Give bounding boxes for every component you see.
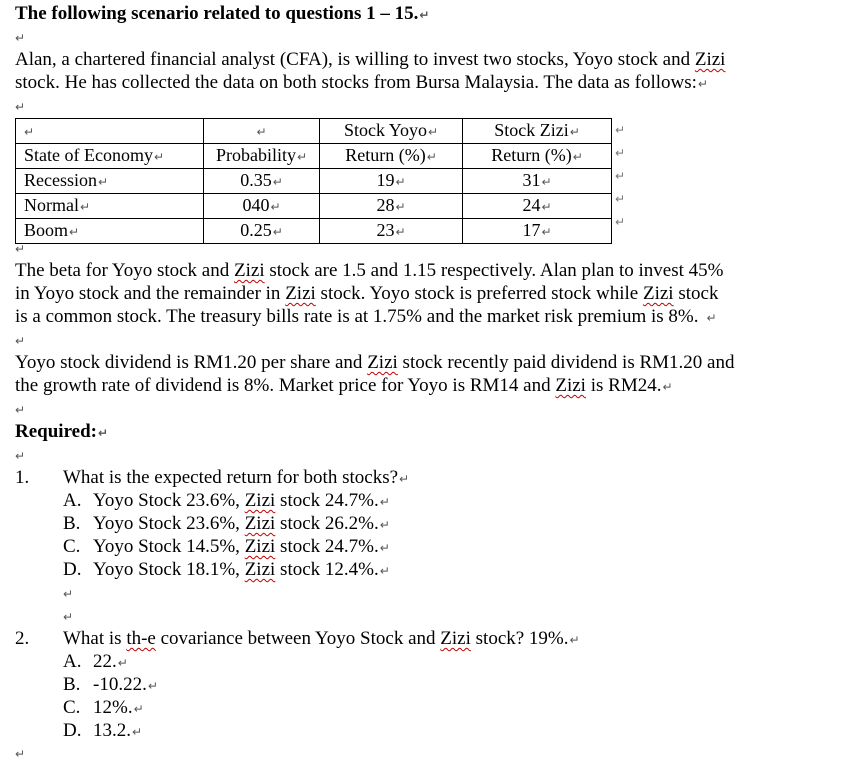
table-cell: ↵ — [204, 119, 320, 144]
table-cell: Stock Zizi↵ — [463, 119, 612, 144]
empty-paragraph: ↵ — [15, 100, 26, 114]
row-end-mark: ↵ — [615, 169, 626, 183]
empty-paragraph: ↵ — [15, 334, 26, 348]
table-cell: 19↵ — [320, 169, 463, 194]
question-2-option-d: D. 13.2.↵ — [63, 720, 143, 741]
empty-paragraph: ↵ — [15, 747, 26, 761]
empty-paragraph: ↵ — [63, 610, 74, 624]
question-1-text: What is the expected return for both stocks?↵ — [63, 467, 410, 488]
row-end-mark: ↵ — [615, 215, 626, 229]
table-cell: State of Economy↵ — [16, 144, 204, 169]
table-cell: Boom↵ — [16, 219, 204, 244]
dividend-line-2: the growth rate of dividend is 8%. Market price for Yoyo is RM14 and Zizi is RM24.↵ — [15, 375, 673, 396]
question-1-option-a: A. Yoyo Stock 23.6%, Zizi stock 24.7%.↵ — [63, 490, 390, 511]
table-row — [16, 219, 612, 244]
table-cell: Return (%)↵ — [320, 144, 463, 169]
table-cell: 17↵ — [463, 219, 612, 244]
table-row — [16, 194, 612, 219]
row-end-mark: ↵ — [615, 146, 626, 160]
question-1-option-c: C. Yoyo Stock 14.5%, Zizi stock 24.7%.↵ — [63, 536, 390, 557]
beta-line-2: in Yoyo stock and the remainder in Zizi stock. Yoyo stock is preferred stock while Zizi stock — [15, 283, 719, 304]
question-2-option-a: A. 22.↵ — [63, 651, 128, 672]
dividend-line-1: Yoyo stock dividend is RM1.20 per share and Zizi stock recently paid dividend is RM1.20 and — [15, 352, 735, 373]
question-2-option-b: B. -10.22.↵ — [63, 674, 158, 695]
question-2-option-c: C. 12%.↵ — [63, 697, 144, 718]
table-cell: Recession↵ — [16, 169, 204, 194]
required-heading: Required:↵ — [15, 421, 109, 442]
empty-paragraph: ↵ — [15, 449, 26, 463]
table-cell: ↵ — [16, 119, 204, 144]
table-cell: 0.35↵ — [204, 169, 320, 194]
table-cell: 0.25↵ — [204, 219, 320, 244]
row-end-mark: ↵ — [615, 123, 626, 137]
table-row — [16, 169, 612, 194]
table-cell: 040↵ — [204, 194, 320, 219]
table-header-row — [16, 119, 612, 144]
table-cell: 31↵ — [463, 169, 612, 194]
question-2-number: 2. — [15, 628, 30, 649]
table-cell: Probability↵ — [204, 144, 320, 169]
table-cell: 23↵ — [320, 219, 463, 244]
question-1-option-b: B. Yoyo Stock 23.6%, Zizi stock 26.2%.↵ — [63, 513, 390, 534]
row-end-mark: ↵ — [615, 192, 626, 206]
empty-paragraph: ↵ — [15, 31, 26, 45]
table-header-row — [16, 144, 612, 169]
question-1-option-d: D. Yoyo Stock 18.1%, Zizi stock 12.4%.↵ — [63, 559, 390, 580]
beta-line-1: The beta for Yoyo stock and Zizi stock are 1.5 and 1.15 respectively. Alan plan to invest 45% — [15, 260, 724, 281]
table-cell: Normal↵ — [16, 194, 204, 219]
beta-line-3: is a common stock. The treasury bills rate is at 1.75% and the market risk premium is 8%. ↵ — [15, 306, 717, 327]
intro-line-1: Alan, a chartered financial analyst (CFA), is willing to invest two stocks, Yoyo stock and Zizi — [15, 49, 726, 70]
empty-paragraph: ↵ — [15, 403, 26, 417]
question-1-number: 1. — [15, 467, 30, 488]
scenario-heading: The following scenario related to questions 1 – 15.↵ — [15, 3, 430, 24]
table-cell: Return (%)↵ — [463, 144, 612, 169]
table-cell: 24↵ — [463, 194, 612, 219]
table-cell: Stock Yoyo↵ — [320, 119, 463, 144]
empty-paragraph: ↵ — [63, 587, 74, 601]
question-2-text: What is th-e covariance between Yoyo Stock and Zizi stock? 19%.↵ — [63, 628, 580, 649]
intro-line-2: stock. He has collected the data on both stocks from Bursa Malaysia. The data as follows:↵ — [15, 72, 708, 93]
empty-paragraph: ↵ — [15, 242, 26, 256]
stock-data-table — [15, 118, 612, 244]
table-cell: 28↵ — [320, 194, 463, 219]
